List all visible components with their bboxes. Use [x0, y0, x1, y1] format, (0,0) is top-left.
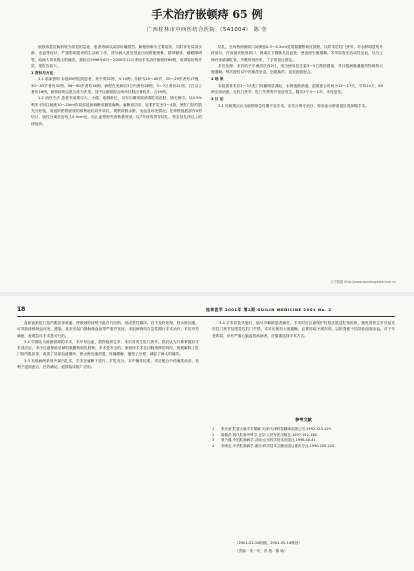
references-title: 参考文献 [295, 417, 312, 422]
reference-text: 喻德洪.现代肛肠外科学.北京:人民军医出版社,1997.152-158. [221, 432, 318, 437]
page-number: 18 [17, 306, 26, 313]
reference-number: 1 [212, 427, 215, 431]
section-heading: 1 资料与方法 [31, 71, 54, 76]
page1-right-column [211, 44, 383, 109]
body-paragraph: 术后处理：术后给予半流质饮食2日，适当使用抗生素3～5日预防感染，并口服润肠通便药物保持大便通畅。每次便后以中药熏洗坐浴，创面换药，直至创面愈合。 [211, 63, 383, 75]
editor-credits: （责编：朱一平，责 校：陈 咏） [235, 549, 288, 553]
author-byline: 广西桂林市中西医结合医院 （541004） 陈 莹 [146, 27, 268, 33]
article-title: 手术治疗嵌顿痔 65 例 [151, 8, 263, 21]
page1-left-column [31, 44, 202, 127]
page2-left-column [17, 320, 199, 370]
reference-text: 李雨农.中华肛肠病学.重庆:科学技术文献出版社重庆分社,1990.205-210. [221, 443, 336, 448]
references-list [212, 427, 395, 449]
body-paragraph: 结扎，在痔核两侧切口间保留0.3～0.5cm宽的黏膜桥和皮肤桥，以防术后肛门狭窄。对水肿明显的外痔部分，作放射状梭形切口，剥离皮下静脉丛及血栓，使创面引流通畅。术毕检查无活动性出血，以凡士林纱条填塞肛管，外敷塔形纱布，丁字带加压固定。 [211, 45, 383, 62]
page2-right-column [212, 320, 395, 339]
body-paragraph: 本组患者术后1～3天肛门疼痛明显减轻，水肿逐渐消退。创面愈合时间为12～17天，平均14天，65例全部治愈，无肛门狭窄、肛门失禁等并发症发生。随访3个月～1年，未见复发。 [211, 83, 383, 95]
body-paragraph: 血瘀而致肛门括约肌痉挛收缩，使嵌顿的痔核不能自行回纳，形成恶性循环。若不及时处理，则水肿加重，可导致痔核缺血坏死、感染，甚至引起门静脉菌血症等严重并发症。本组病例均在急性期行手术治疗，术后疗效满意，表明急诊手术是可行的。 [17, 321, 199, 338]
body-paragraph: 3.3 本组病例采用外剥内扎术，手术在麻醉下进行，扩肛充分，术中操作轻柔，术后配合中药熏洗坐浴，有利于创面愈合，疗效确切，值得临床推广应用。 [17, 358, 199, 370]
body-paragraph: 3.1 传统观点认为嵌顿痔急性期不宜手术，应先行保守治疗，待炎症水肿消退后再择期手术。 [218, 103, 369, 108]
section-heading: 2 结 果 [211, 77, 224, 82]
body-paragraph: 3.4 手术应及早施行，能尽早解除患者痛苦。手术时应注意保护肛管皮肤及肛垫组织，避免损伤过多引起术后肛门狭窄及感觉性肛门失禁。术后应保持大便通畅，必要时给予缓泻剂，以防粪便干结导致创面出血。对于年老体弱、伴有严重心脑血管疾病者，应慎重选择手术方式。 [212, 321, 395, 338]
reference-text: 黄乃健.中国肛肠病学.济南:山东科学技术出版社,1996.40-41. [221, 438, 317, 443]
reference-number: 4 [212, 443, 215, 448]
body-paragraph: 3.2 早期从为被嵌顿痔的手术，术中易出血、损伤组织过多，术后易发生肛门狭窄。我们认为只要掌握好手术适应证，术中注意保留足够的黏膜桥和皮肤桥，手术是安全的。嵌顿痔手术在切除痔核的同时，彻底解除了肛门括约肌痉挛，改善了局部血液循环，使水肿迅速消退，疼痛缓解，缩短了疗程，减轻了病人的痛苦。 [17, 339, 199, 357]
reference-number: 3 [212, 438, 215, 443]
body-paragraph: 1.1 临床资料 本组65例住院患者，其中男51例，女14例；年龄为20～60岁，20～29岁者有17例，30～55岁者有32例，56～60岁者有16例。病程在发病后3日内者有28例，3～7日者有21例，7日以上者有16例。嵌顿痔块以混合痔为多见，其中以嵌顿混合痔环状脱出者较多，占45例。 [31, 77, 202, 95]
received-date: （2001-02-16收稿，2001-05-14修回） [235, 541, 302, 545]
header-rule [17, 316, 395, 317]
body-paragraph: 嵌顿痔是肛肠科较为常见的急症，患者痔病以局部疼痛剧烈、解便困难为主要症状，同时伴有局部水肿、出血等症状，严重影响患者的生活和工作，部分病人甚至因此出现排便困难、精神紧张、睡眠障碍等，给病人带来极大的痛苦。我院自1996年6月～2000年12月采用手术治疗嵌顿痔65例，取得较好的疗效，现报告如下。 [31, 45, 202, 68]
reference-number: 2 [212, 432, 215, 437]
body-paragraph: 1.2 治疗方法 患者术前排尽大、小便，取侧卧位，以安尔碘常规消毒肛周皮肤，铺无菌巾，以0.5%利多卡因注射液10～20ml作局部浸润麻醉或骶管麻醉。麻醉成功后，轻柔扩肛至3～4指，使肛门括约肌充分松弛，用组织钳将嵌顿的痔核轻轻向外牵拉，观察痔核水肿、出血及坏死情况。在痔核基底部作V形切口，钝性分离至齿线上0.5cm处，用止血钳钳夹痔核基底部，以7号丝线贯穿结扎，剪去结扎线以上的痔组织。 [31, 96, 202, 126]
journal-page-2 [0, 296, 414, 571]
journal-header: 桂林医学 2001年 第2期 GUILIN MEDICINE 2001 No. 2 [206, 307, 332, 312]
reference-item [212, 444, 395, 450]
page-watermark: 万方数据 http://www.wanfangdata.com.cn [330, 280, 396, 284]
reference-text: 张庆荣.肛管大肠手术图解.天津:天津科技翻译出版公司,1992.123-129. [221, 427, 332, 431]
section-heading: 3 讨 论 [211, 97, 224, 102]
